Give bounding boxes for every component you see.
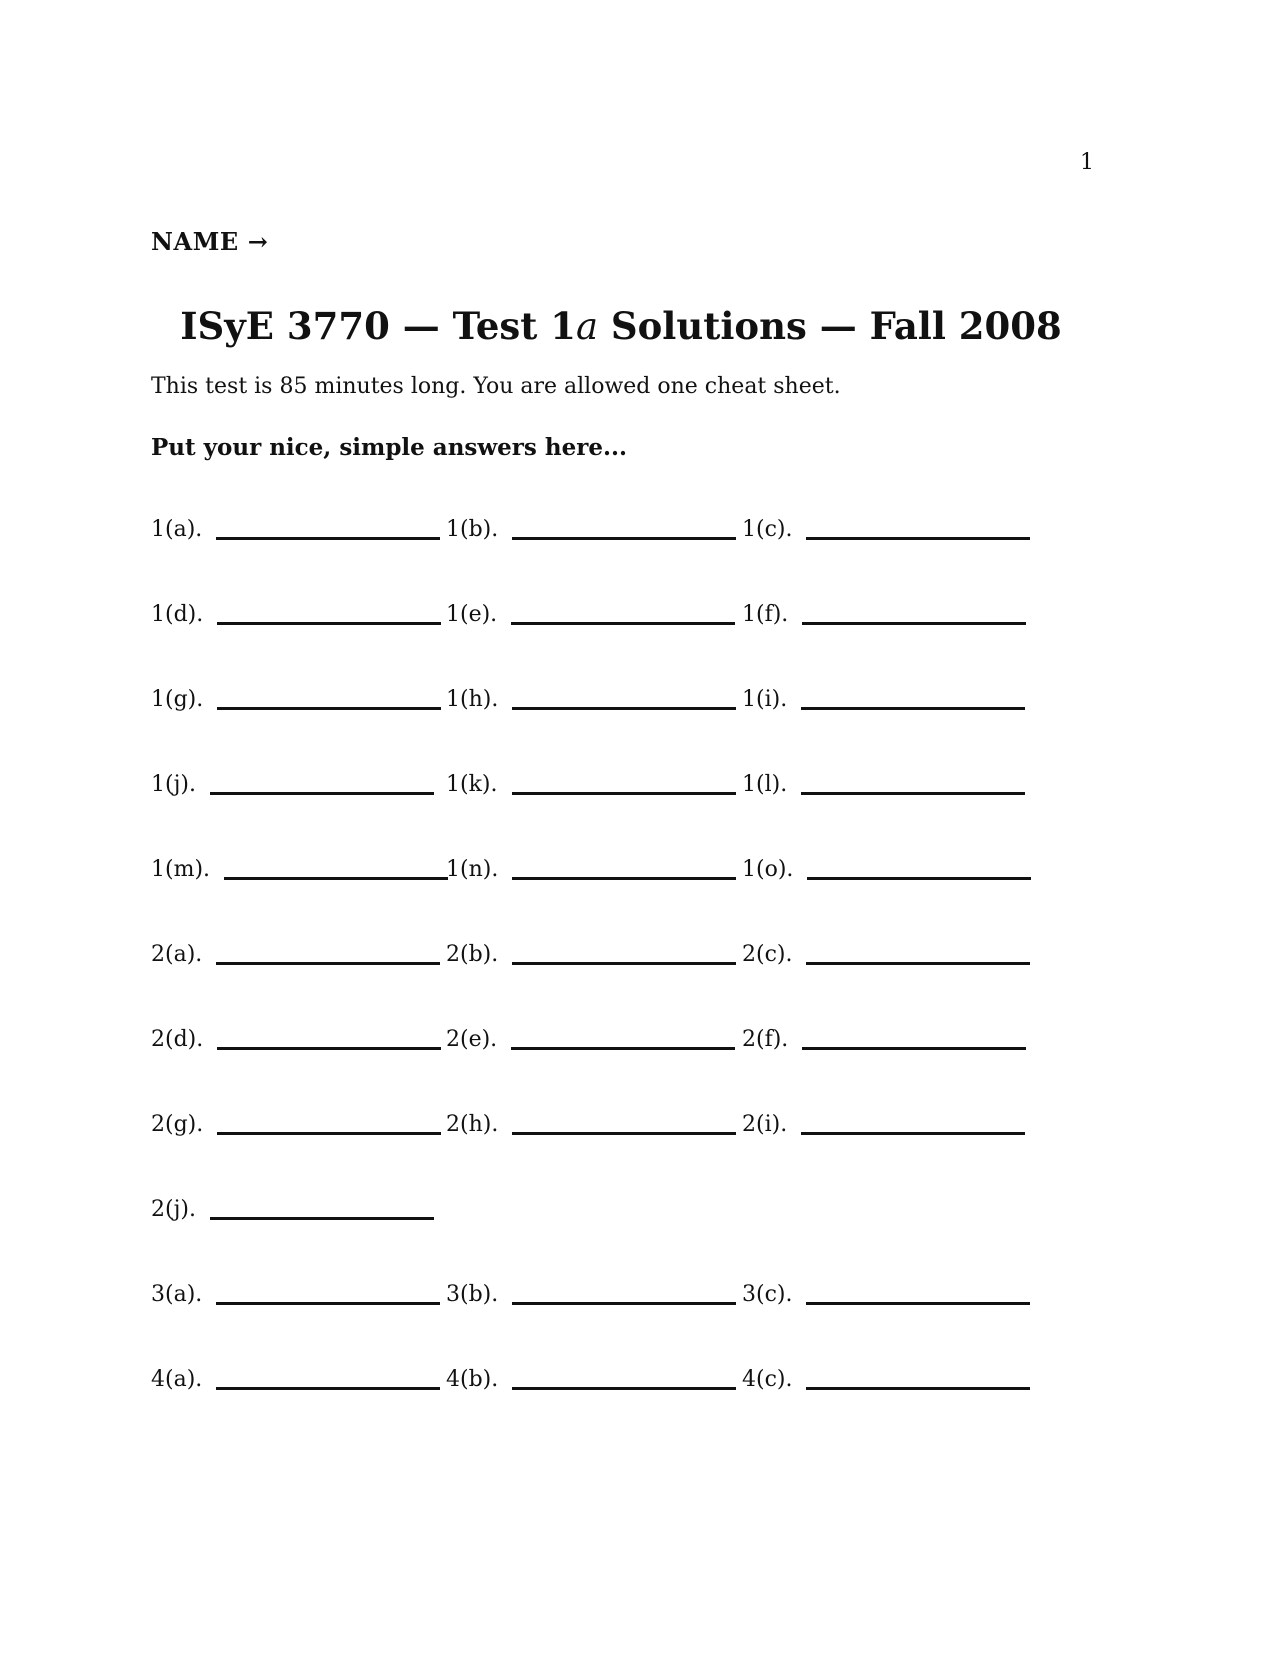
answer-label: 1(h).: [446, 687, 499, 712]
answer-label: 1(g).: [151, 687, 204, 712]
answer-label: 2(b).: [446, 942, 499, 967]
answer-item: [446, 515, 736, 545]
answer-label: 1(m).: [151, 857, 211, 882]
answer-blank-line: [802, 622, 1026, 625]
answer-item: [742, 1025, 1026, 1055]
answer-blank-line: [806, 1387, 1030, 1390]
answer-label: 1(o).: [742, 857, 794, 882]
answer-item: [151, 1365, 440, 1395]
answer-blank-line: [210, 1217, 434, 1220]
page-number: 1: [1080, 150, 1094, 175]
title-prefix: ISyE 3770 — Test 1: [180, 304, 576, 348]
answer-prompt: Put your nice, simple answers here...: [151, 434, 628, 461]
answer-row: [151, 855, 1051, 940]
answer-blank-line: [216, 1302, 440, 1305]
answer-blank-line: [801, 1132, 1025, 1135]
answer-item: [151, 855, 448, 885]
answer-label: 2(a).: [151, 942, 203, 967]
answer-item: [446, 600, 735, 630]
answer-blank-line: [512, 1387, 736, 1390]
test-instructions: This test is 85 minutes long. You are allowed one cheat sheet.: [151, 374, 841, 399]
answer-blank-line: [511, 1047, 735, 1050]
answer-item: [446, 770, 736, 800]
answer-blank-line: [512, 962, 736, 965]
answer-blank-line: [216, 537, 440, 540]
answer-label: 2(g).: [151, 1112, 204, 1137]
answer-item: [151, 770, 434, 800]
title-italic-variant: a: [575, 305, 599, 348]
answer-label: 2(c).: [742, 942, 793, 967]
answer-item: [742, 685, 1025, 715]
answer-label: 1(a).: [151, 517, 203, 542]
answer-label: 1(l).: [742, 772, 788, 797]
answer-label: 4(b).: [446, 1367, 499, 1392]
answer-label: 2(i).: [742, 1112, 788, 1137]
answer-blank-line: [210, 792, 434, 795]
answer-item: [742, 1280, 1030, 1310]
answer-blank-line: [216, 1387, 440, 1390]
answer-label: 1(c).: [742, 517, 793, 542]
answer-label: 1(f).: [742, 602, 789, 627]
answer-blank-line: [802, 1047, 1026, 1050]
answer-item: [151, 940, 440, 970]
answer-label: 2(e).: [446, 1027, 498, 1052]
answer-label: 2(h).: [446, 1112, 499, 1137]
answer-blank-line: [512, 537, 736, 540]
answer-blank-line: [512, 707, 736, 710]
answer-item: [151, 685, 441, 715]
answer-row: [151, 940, 1051, 1025]
answer-item: [742, 940, 1030, 970]
answer-row: [151, 1110, 1051, 1195]
answer-item: [446, 1365, 736, 1395]
answer-blank-line: [512, 792, 736, 795]
answer-blank-line: [224, 877, 448, 880]
answer-label: 1(i).: [742, 687, 788, 712]
answer-blank-line: [806, 1302, 1030, 1305]
answer-item: [446, 1280, 736, 1310]
answer-blank-line: [801, 707, 1025, 710]
page-title: [151, 306, 1091, 348]
answer-label: 2(j).: [151, 1197, 196, 1222]
title-suffix: Solutions — Fall 2008: [598, 304, 1062, 348]
answer-grid: [151, 515, 1051, 1450]
answer-item: [151, 1280, 440, 1310]
answer-blank-line: [801, 792, 1025, 795]
answer-item: [742, 1110, 1025, 1140]
answer-item: [742, 855, 1031, 885]
answer-label: 1(n).: [446, 857, 499, 882]
answer-item: [151, 1025, 441, 1055]
answer-label: 3(c).: [742, 1282, 793, 1307]
answer-blank-line: [806, 537, 1030, 540]
answer-item: [151, 515, 440, 545]
answer-row: [151, 1365, 1051, 1450]
answer-row: [151, 770, 1051, 855]
answer-item: [742, 770, 1025, 800]
answer-blank-line: [216, 962, 440, 965]
answer-row: [151, 515, 1051, 600]
answer-label: 2(d).: [151, 1027, 204, 1052]
answer-item: [742, 1365, 1030, 1395]
answer-blank-line: [806, 962, 1030, 965]
answer-label: 1(j).: [151, 772, 196, 797]
answer-blank-line: [217, 707, 441, 710]
answer-item: [742, 515, 1030, 545]
answer-item: [446, 1110, 736, 1140]
answer-label: 3(b).: [446, 1282, 499, 1307]
answer-item: [446, 940, 736, 970]
answer-label: 2(f).: [742, 1027, 789, 1052]
answer-blank-line: [217, 1132, 441, 1135]
answer-row: [151, 1025, 1051, 1110]
answer-item: [151, 1195, 434, 1225]
answer-label: 4(c).: [742, 1367, 793, 1392]
answer-blank-line: [217, 1047, 441, 1050]
name-label: NAME →: [151, 227, 269, 256]
answer-row: [151, 685, 1051, 770]
answer-label: 3(a).: [151, 1282, 203, 1307]
answer-item: [446, 685, 736, 715]
answer-row: [151, 600, 1051, 685]
answer-item: [151, 1110, 441, 1140]
answer-item: [446, 855, 736, 885]
answer-item: [742, 600, 1026, 630]
answer-label: 1(d).: [151, 602, 204, 627]
answer-blank-line: [217, 622, 441, 625]
answer-item: [151, 600, 441, 630]
answer-item: [446, 1025, 735, 1055]
answer-row: [151, 1195, 1051, 1280]
answer-row: [151, 1280, 1051, 1365]
answer-blank-line: [807, 877, 1031, 880]
answer-label: 1(b).: [446, 517, 499, 542]
answer-label: 1(e).: [446, 602, 498, 627]
answer-blank-line: [511, 622, 735, 625]
answer-label: 4(a).: [151, 1367, 203, 1392]
answer-label: 1(k).: [446, 772, 498, 797]
answer-blank-line: [512, 1132, 736, 1135]
answer-blank-line: [512, 1302, 736, 1305]
answer-blank-line: [512, 877, 736, 880]
